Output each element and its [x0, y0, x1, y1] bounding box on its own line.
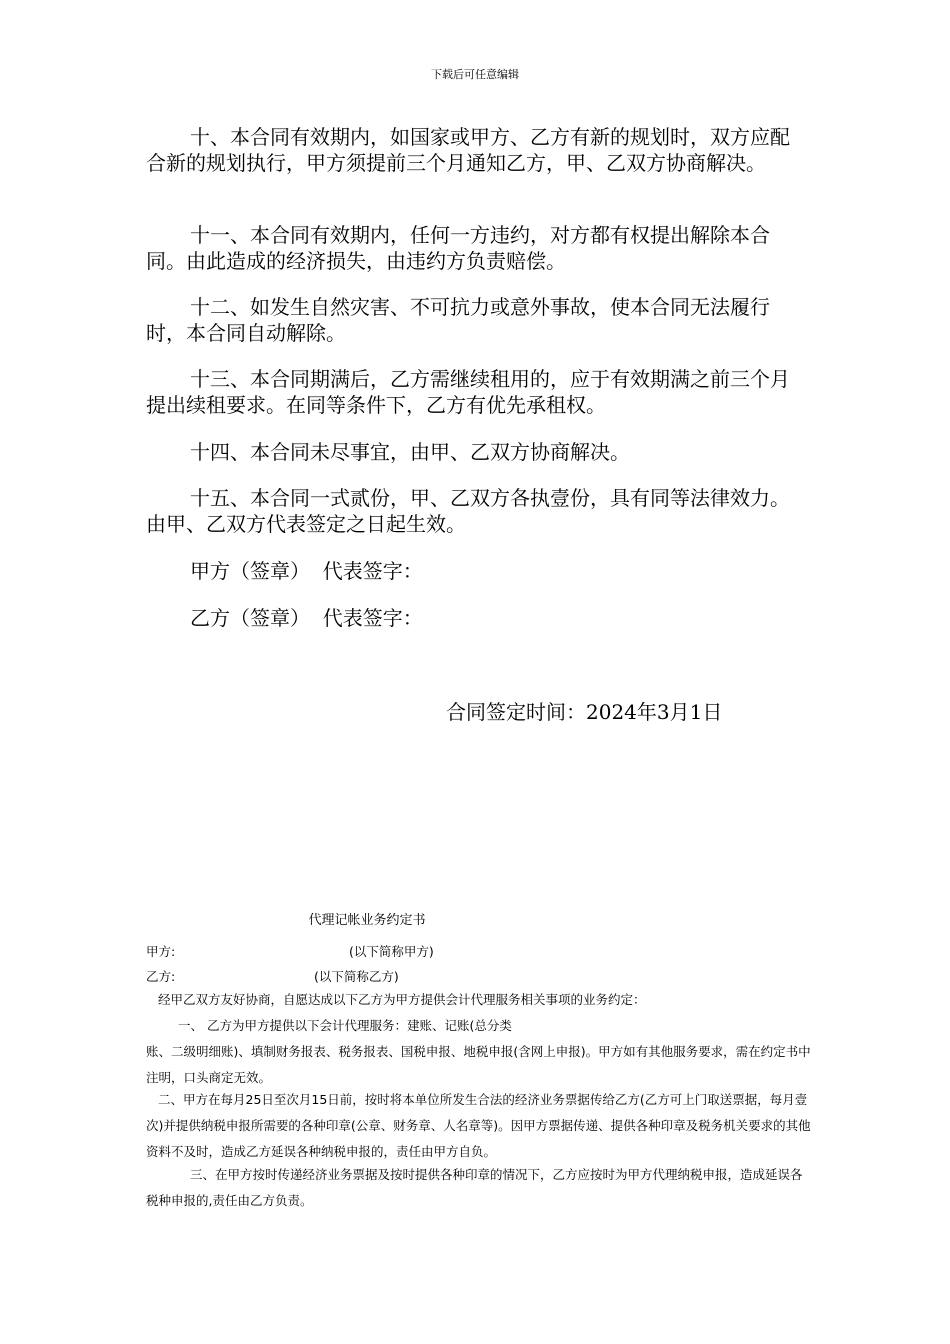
agreement-item1-rest: 账、二级明细账)、填制财务报表、税务报表、国税申报、地税申报(含网上申报)。甲方如有其他服务要求，需在约定书中注明，口头商定无效。: [146, 1044, 811, 1085]
party-a-label: 甲方:: [146, 944, 176, 959]
agreement-item1-line1: 一、 乙方为甲方提供以下会计代理服务：建账、记账(总分类: [178, 1018, 512, 1033]
party-b-note: (以下简称乙方): [314, 969, 399, 984]
clause-15: 十五、本合同一式贰份，甲、乙双方各执壹份，具有同等法律效力。由甲、乙双方代表签定之日起生效。: [146, 486, 790, 536]
clause-11: 十一、本合同有效期内，任何一方违约，对方都有权提出解除本合同。由此造成的经济损失，由违约方负责赔偿。: [146, 223, 770, 273]
party-a-note: (以下简称甲方): [349, 944, 434, 959]
agreement-title: 代理记帐业务约定书: [308, 913, 426, 928]
sign-date: 合同签定时间：2024年3月1日: [446, 700, 723, 724]
agreement-item3: 三、在甲方按时传递经济业务票据及按时提供各种印章的情况下，乙方应按时为甲方代理纳税申报，造成延误各税种申报的,责任由乙方负责。: [146, 1167, 803, 1208]
header-note: 下载后可任意编辑: [431, 68, 519, 81]
clause-12: 十二、如发生自然灾害、不可抗力或意外事故，使本合同无法履行时，本合同自动解除。: [146, 295, 770, 345]
party-b-signature-line: 乙方（签章） 代表签字：: [190, 606, 423, 630]
party-a-signature-line: 甲方（签章） 代表签字：: [190, 559, 423, 583]
clause-10: 十、本合同有效期内，如国家或甲方、乙方有新的规划时，双方应配合新的规划执行，甲方须提前三个月通知乙方，甲、乙双方协商解决。: [146, 125, 790, 175]
clause-13: 十三、本合同期满后，乙方需继续租用的，应于有效期满之前三个月提出续租要求。在同等条件下，乙方有优先承租权。: [146, 367, 790, 417]
agreement-item2: 二、甲方在每月25日至次月15日前，按时将本单位所发生合法的经济业务票据传给乙方(乙方可上门取送票据，每月壹次)并提供纳税申报所需要的各种印章(公章、财务章、人名章等)。因甲方票据传递、提供各种印章及税务机关要求的其他资料不及时，造成乙方延误各种纳税申报的，责任由甲方自负。: [146, 1092, 811, 1159]
clause-14: 十四、本合同未尽事宜，由甲、乙双方协商解决。: [190, 440, 630, 464]
agreement-intro: 经甲乙双方友好协商，自愿达成以下乙方为甲方提供会计代理服务相关事项的业务约定：: [158, 992, 646, 1007]
party-b-label: 乙方:: [146, 969, 176, 984]
